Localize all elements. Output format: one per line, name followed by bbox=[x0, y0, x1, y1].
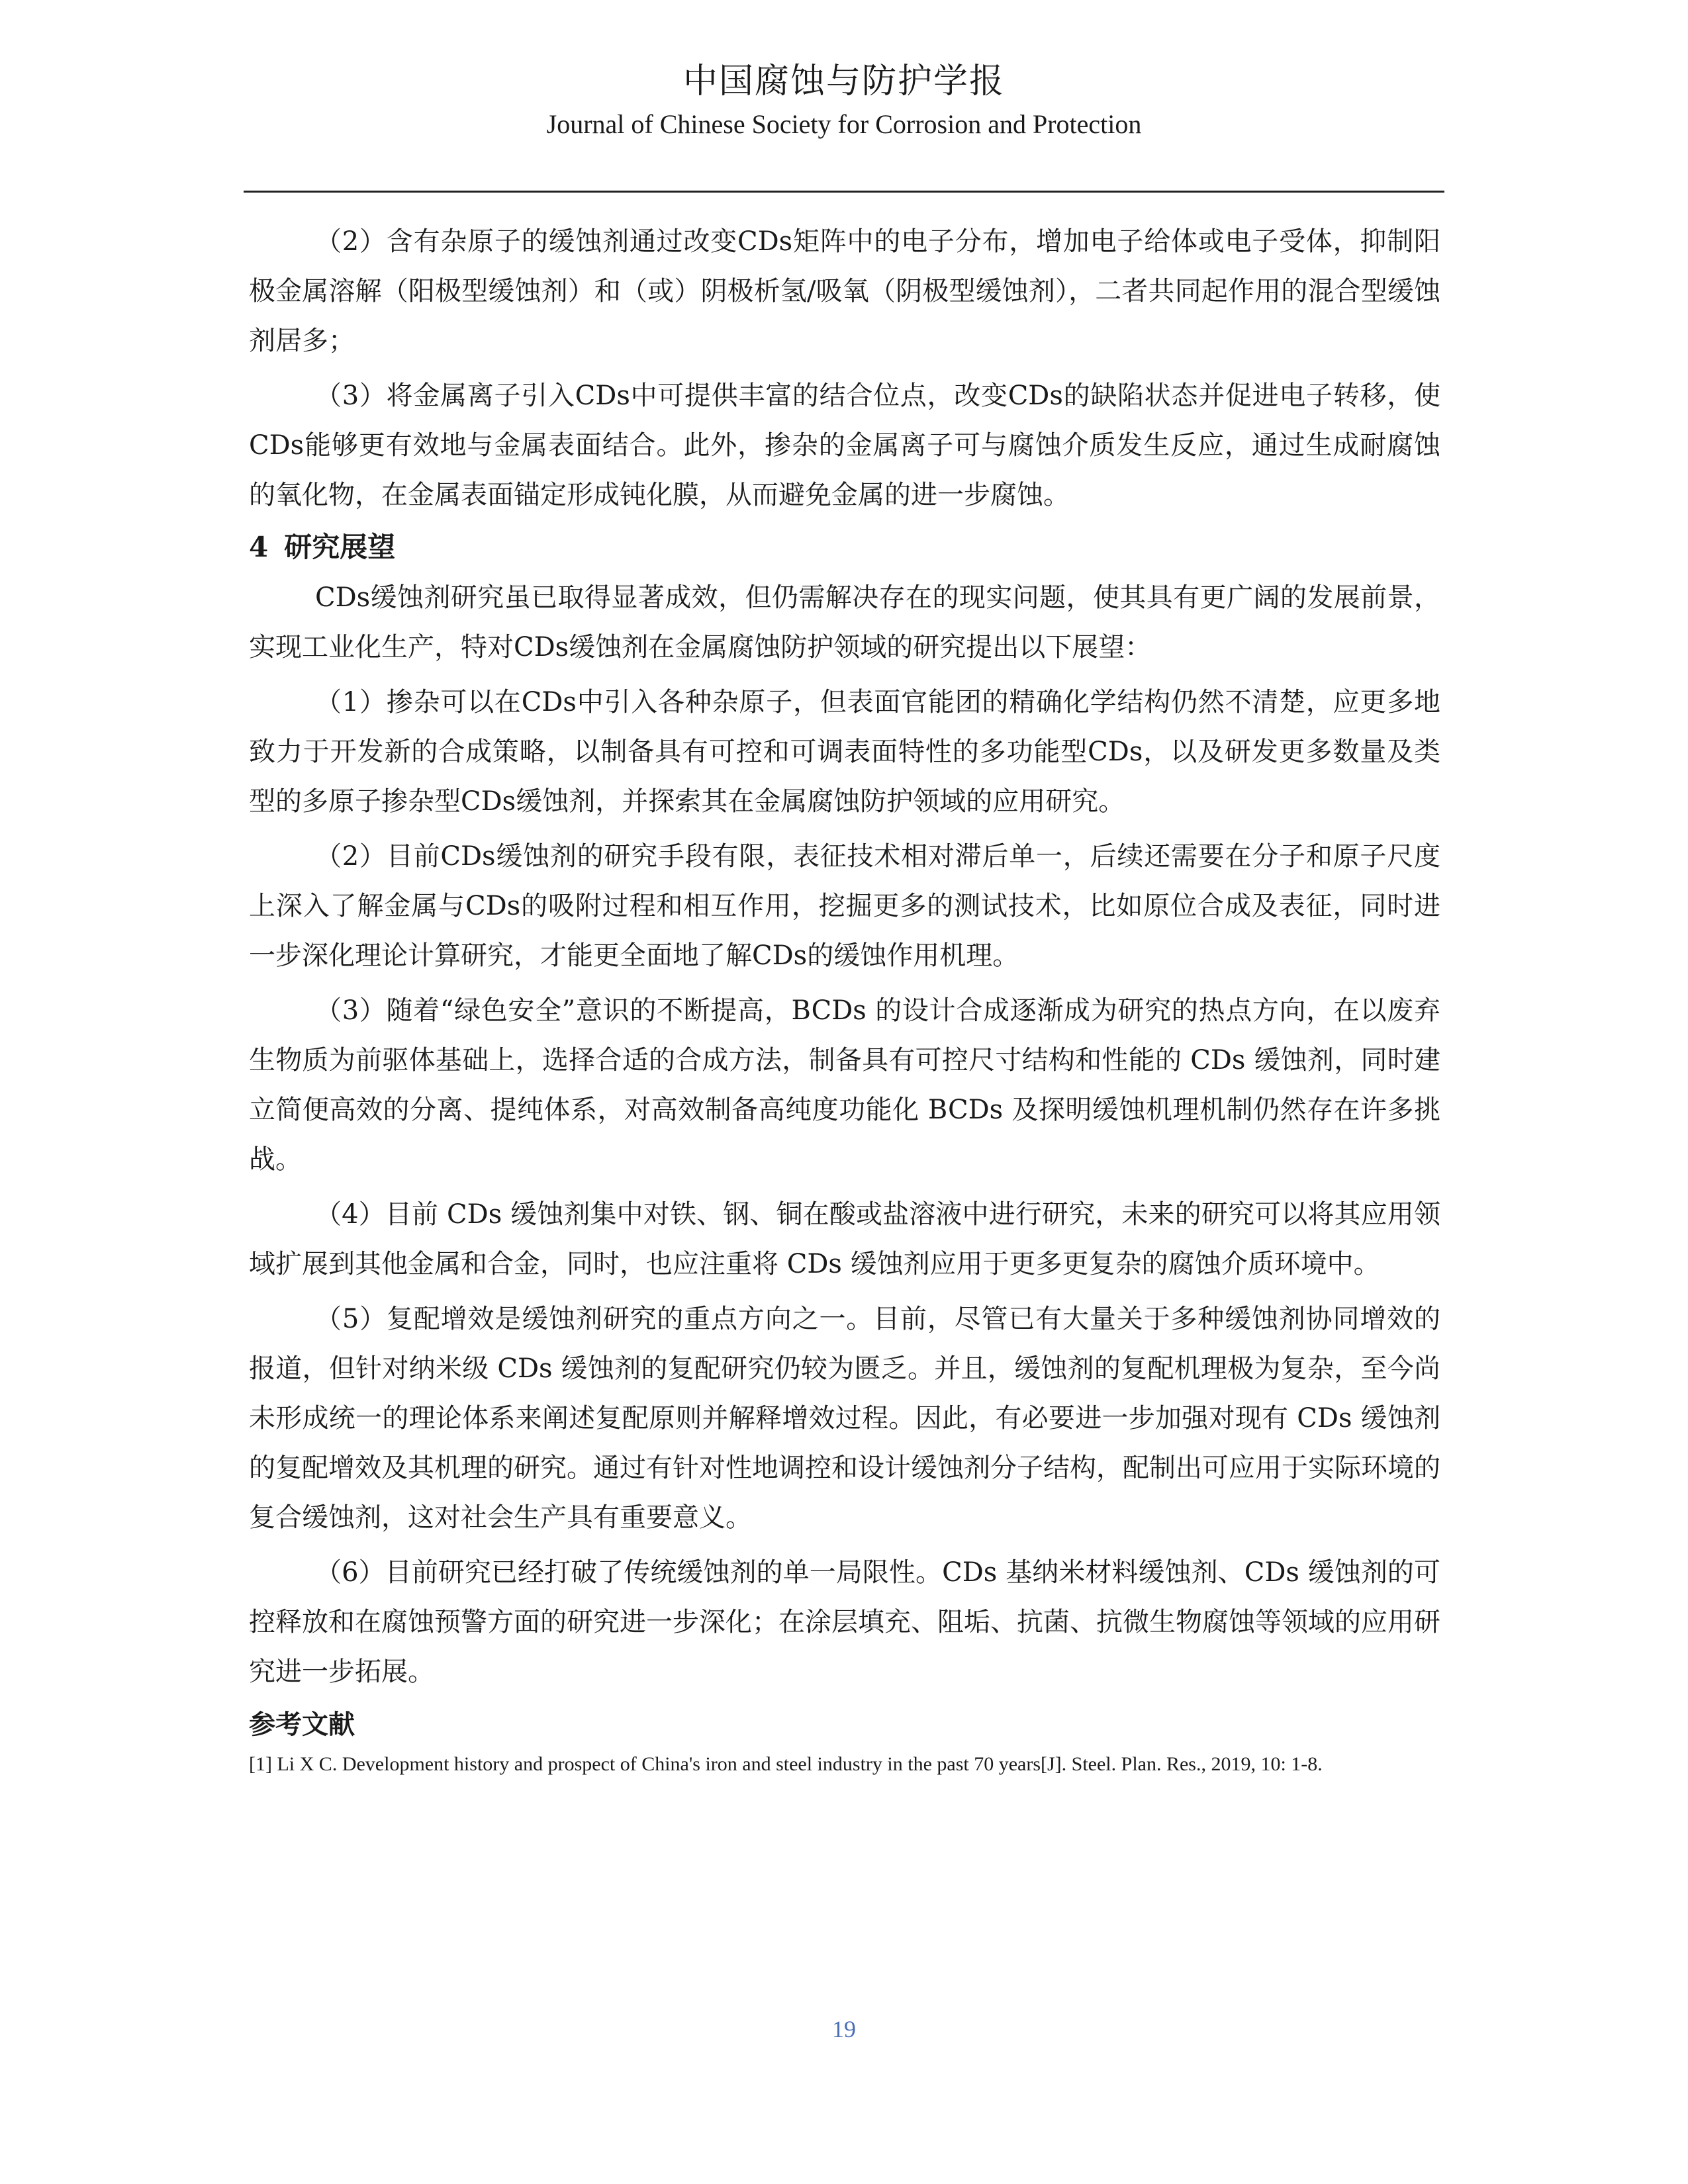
article-body bbox=[249, 217, 1440, 1780]
body-paragraph: （3）将金属离子引入CDs中可提供丰富的结合位点，改变CDs的缺陷状态并促进电子转移，使CDs能够更有效地与金属表面结合。此外，掺杂的金属离子可与腐蚀介质发生反应，通过生成耐腐蚀的氧化物，在金属表面锚定形成钝化膜，从而避免金属的进一步腐蚀。 bbox=[249, 381, 1440, 510]
body-paragraph: （3）随着“绿色安全”意识的不断提高，BCDs 的设计合成逐渐成为研究的热点方向，在以废弃生物质为前驱体基础上，选择合适的合成方法，制备具有可控尺寸结构和性能的 CDs 缓蚀剂，同时建立简便高效的分离、提纯体系，对高效制备高纯度功能化 BCDs 及探明缓蚀机理机制仍然存在许多挑战。 bbox=[249, 995, 1440, 1175]
journal-header bbox=[0, 58, 1688, 143]
body-paragraph: （6）目前研究已经打破了传统缓蚀剂的单一局限性。CDs 基纳米材料缓蚀剂、CDs 缓蚀剂的可控释放和在腐蚀预警方面的研究进一步深化；在涂层填充、阻垢、抗菌、抗微生物腐蚀等领域的应用研究进一步拓展。 bbox=[249, 1557, 1440, 1687]
body-paragraph: CDs缓蚀剂研究虽已取得显著成效，但仍需解决存在的现实问题，使其具有更广阔的发展前景，实现工业化生产，特对CDs缓蚀剂在金属腐蚀防护领域的研究提出以下展望： bbox=[249, 582, 1440, 662]
journal-title-chinese: 中国腐蚀与防护学报 bbox=[682, 62, 1005, 101]
references-heading: 参考文献 bbox=[249, 1709, 355, 1740]
page-number: 19 bbox=[832, 2016, 856, 2042]
body-paragraph: （2）含有杂原子的缓蚀剂通过改变CDs矩阵中的电子分布，增加电子给体或电子受体，抑制阳极金属溶解（阳极型缓蚀剂）和（或）阴极析氢/吸氧（阴极型缓蚀剂），二者共同起作用的混合型缓蚀剂居多； bbox=[249, 226, 1440, 356]
section-heading bbox=[249, 525, 1440, 569]
journal-title-english: Journal of Chinese Society for Corrosion and Protection bbox=[546, 109, 1142, 139]
body-paragraph: （5）复配增效是缓蚀剂研究的重点方向之一。目前，尽管已有大量关于多种缓蚀剂协同增效的报道，但针对纳米级 CDs 缓蚀剂的复配研究仍较为匮乏。并且，缓蚀剂的复配机理极为复杂，至今尚未形成统一的理论体系来阐述复配原则并解释增效过程。因此，有必要进一步加强对现有 CDs 缓蚀剂的复配增效及其机理的研究。通过有针对性地调控和设计缓蚀剂分子结构，配制出可应用于实际环境的复合缓蚀剂，这对社会生产具有重要意义。 bbox=[249, 1304, 1440, 1533]
body-paragraph: （4）目前 CDs 缓蚀剂集中对铁、钢、铜在酸或盐溶液中进行研究，未来的研究可以将其应用领域扩展到其他金属和合金，同时，也应注重将 CDs 缓蚀剂应用于更多更复杂的腐蚀介质环境中。 bbox=[249, 1199, 1440, 1279]
header-divider bbox=[244, 191, 1444, 193]
reference-item: [1] Li X C. Development history and prospect of China's iron and steel industry in the past 70 years[J]. Steel. Plan. Res., 2019, 10: 1-8. bbox=[249, 1753, 1323, 1775]
section-number: 4 bbox=[249, 531, 269, 563]
section-title: 研究展望 bbox=[284, 531, 396, 563]
body-paragraph: （2）目前CDs缓蚀剂的研究手段有限，表征技术相对滞后单一，后续还需要在分子和原子尺度上深入了解金属与CDs的吸附过程和相互作用，挖掘更多的测试技术，比如原位合成及表征，同时进一步深化理论计算研究，才能更全面地了解CDs的缓蚀作用机理。 bbox=[249, 841, 1440, 971]
body-paragraph: （1）掺杂可以在CDs中引入各种杂原子，但表面官能团的精确化学结构仍然不清楚，应更多地致力于开发新的合成策略，以制备具有可控和可调表面特性的多功能型CDs，以及研发更多数量及类型的多原子掺杂型CDs缓蚀剂，并探索其在金属腐蚀防护领域的应用研究。 bbox=[249, 687, 1440, 817]
